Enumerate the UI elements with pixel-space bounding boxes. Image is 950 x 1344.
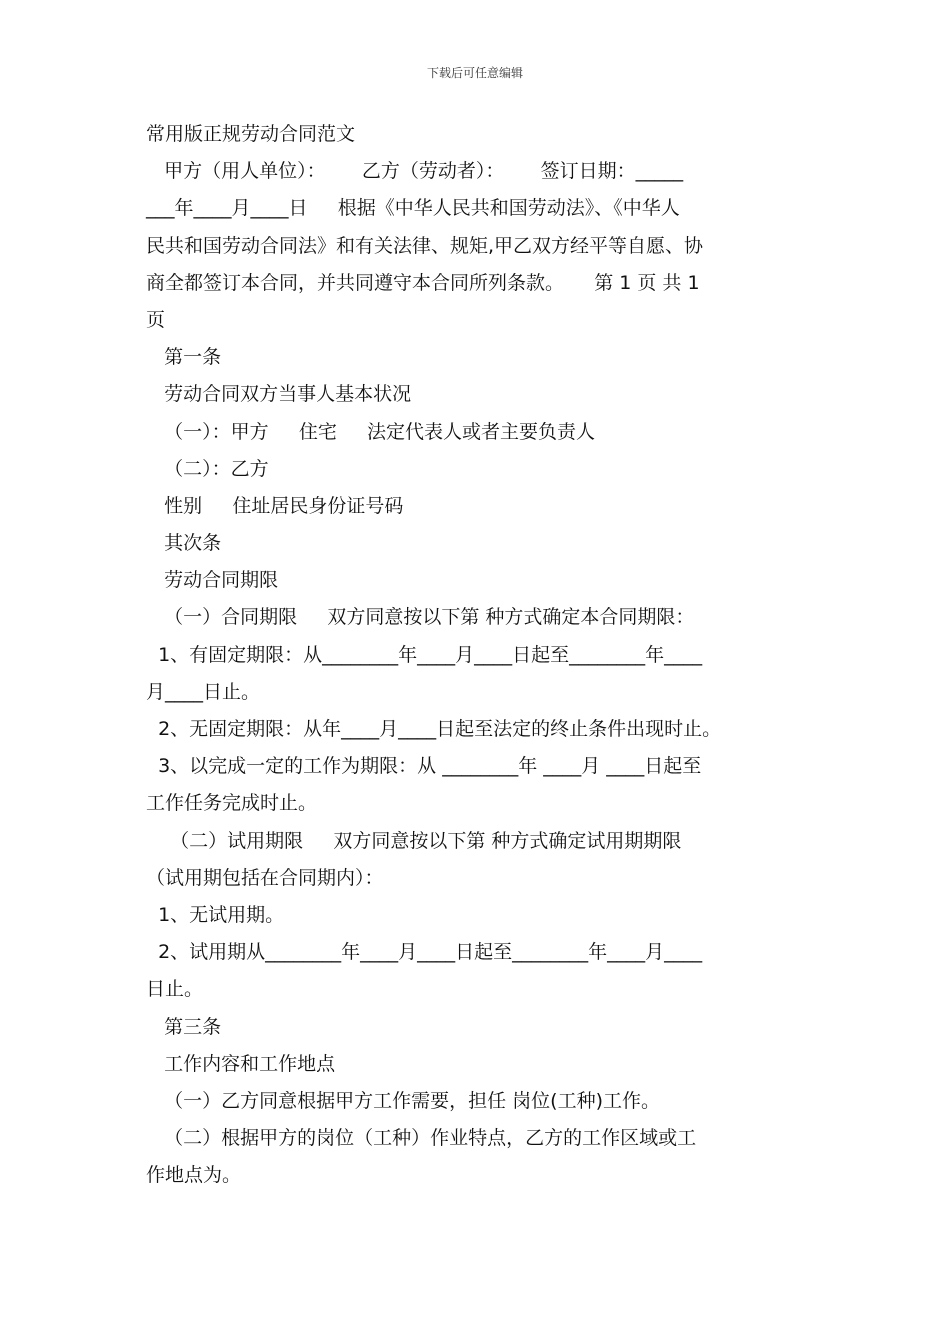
paragraph-line: 商全都签订本合同，并共同遵守本合同所列条款。 第 1 页 共 1 xyxy=(146,271,700,294)
clause-line: 作地点为。 xyxy=(146,1164,242,1187)
paragraph-line: 页 xyxy=(146,308,166,331)
paragraph-line: ___年____月____日 根据《中华人民共和国劳动法》、《中华人 xyxy=(146,197,680,220)
clause-line: 1、无试用期。 xyxy=(146,903,285,926)
clause-line: 1、有固定期限：从________年____月____日起至________年____ xyxy=(146,643,703,666)
clause-line: （二）根据甲方的岗位（工种）作业特点，乙方的工作区域或工 xyxy=(146,1127,697,1150)
clause-line: （二）：乙方 xyxy=(146,457,269,480)
clause-line: 2、试用期从________年____月____日起至________年____月____ xyxy=(146,941,703,964)
page-header: 下载后可任意编辑 xyxy=(426,66,523,80)
clause-line: 3、以完成一定的工作为期限：从 ________年 ____月 ____日起至 xyxy=(146,755,702,778)
article-heading: 第三条 xyxy=(146,1015,222,1038)
clause-line: （一）合同期限 双方同意按以下第 种方式确定本合同期限： xyxy=(146,606,695,629)
document-body xyxy=(146,116,810,1194)
clause-line: （二）试用期限 双方同意按以下第 种方式确定试用期期限 xyxy=(146,829,682,852)
document-title: 常用版正规劳动合同范文 xyxy=(146,123,356,145)
section-title: 工作内容和工作地点 xyxy=(146,1052,336,1075)
clause-line: （一）：甲方 住宅 法定代表人或者主要负责人 xyxy=(146,420,596,443)
section-title: 劳动合同双方当事人基本状况 xyxy=(146,383,412,406)
paragraph-line: 民共和国劳动合同法》和有关法律、规矩,甲乙双方经平等自愿、协 xyxy=(146,234,704,257)
clause-line: 2、无固定期限：从年____月____日起至法定的终止条件出现时止。 xyxy=(146,718,722,740)
clause-line: （试用期包括在合同期内）： xyxy=(146,866,384,889)
article-heading: 第一条 xyxy=(146,346,222,369)
clause-line: （一）乙方同意根据甲方工作需要，担任 岗位(工种)工作。 xyxy=(146,1089,660,1112)
parties-line: 甲方（用人单位）： 乙方（劳动者）： 签订日期：_____ xyxy=(146,160,684,183)
clause-line: 工作任务完成时止。 xyxy=(146,792,318,815)
clause-line: 性别 住址居民身份证号码 xyxy=(146,494,404,517)
clause-line: 月____日止。 xyxy=(146,680,261,703)
section-title: 劳动合同期限 xyxy=(146,569,279,592)
clause-line: 日止。 xyxy=(146,978,204,1001)
article-heading: 其次条 xyxy=(146,532,222,555)
